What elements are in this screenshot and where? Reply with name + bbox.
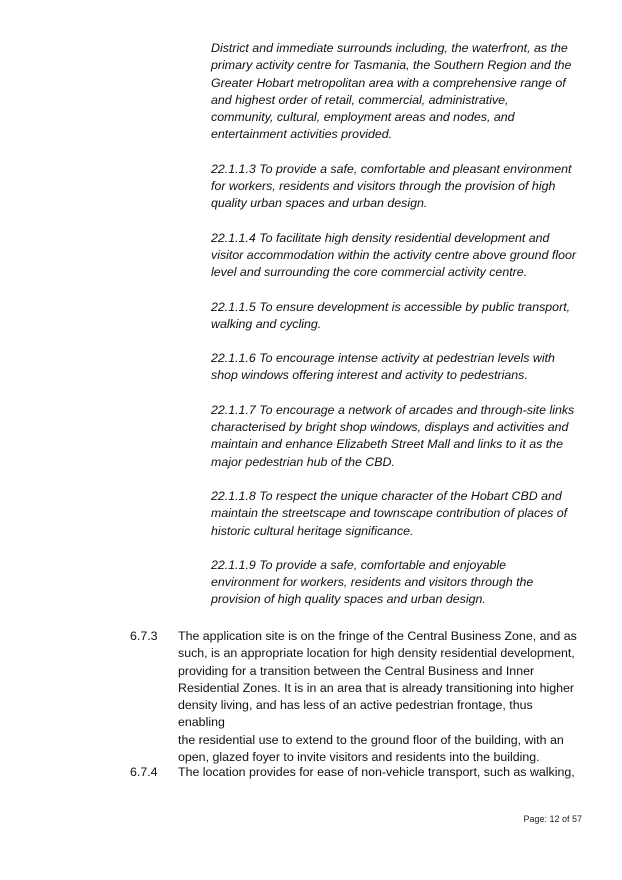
quote-paragraph-intro: District and immediate surrounds including, the waterfront, as the primary activity centre for Tasmania, the Southern Region and the Greater Hobart metropolitan area with a comprehensive range of and highest order of retail, commercial, administrative, community, cultural, employment areas and nodes, and entertainment activities provided. [211, 41, 572, 142]
page-number: Page: 12 of 57 [523, 814, 582, 824]
quote-paragraph-22-1-1-9: 22.1.1.9 To provide a safe, comfortable and enjoyable environment for workers, residents and visitors through the provision of high quality spaces and urban design. [211, 557, 534, 607]
paragraph-number: 6.7.3 [130, 629, 158, 643]
quote-paragraph-22-1-1-6: 22.1.1.6 To encourage intense activity at pedestrian levels with shop windows offering interest and activity to pedestrians. [211, 351, 555, 383]
quote-paragraph-22-1-1-3: 22.1.1.3 To provide a safe, comfortable and pleasant environment for workers, residents and visitors through the provision of high quality urban spaces and urban design. [211, 161, 572, 211]
paragraph-text: The location provides for ease of non-vehicle transport, such as walking, [178, 765, 575, 779]
quote-paragraph-22-1-1-7: 22.1.1.7 To encourage a network of arcades and through-site links characterised by bright shop windows, displays and activities and maintain and enhance Elizabeth Street Mall and links to it as the major pedestrian hub of the CBD. [211, 402, 575, 469]
quote-paragraph-22-1-1-4: 22.1.1.4 To facilitate high density residential development and visitor accommodation within the activity centre above ground floor level and surrounding the core commercial activity centre. [211, 230, 577, 280]
quote-paragraph-22-1-1-8: 22.1.1.8 To respect the unique character of the Hobart CBD and maintain the streetscape and townscape contribution of places of historic cultural heritage significance. [211, 488, 568, 538]
paragraph-number: 6.7.4 [130, 765, 158, 779]
paragraph-text: The application site is on the fringe of the Central Business Zone, and as such, is an appropriate location for high density residential development, providing for a transition between the Central Business and Inner Residential Zones. It is in an area that is already transitioning into higher density living, and has less of an active pedestrian frontage, thus enabling the residential use to extend to the ground floor of the building, with an open, glazed foyer to invite visitors and residents into the building. [178, 629, 577, 765]
zone-purpose-quote [211, 40, 583, 626]
quote-paragraph-22-1-1-5: 22.1.1.5 To ensure development is accessible by public transport, walking and cycling. [211, 299, 571, 331]
